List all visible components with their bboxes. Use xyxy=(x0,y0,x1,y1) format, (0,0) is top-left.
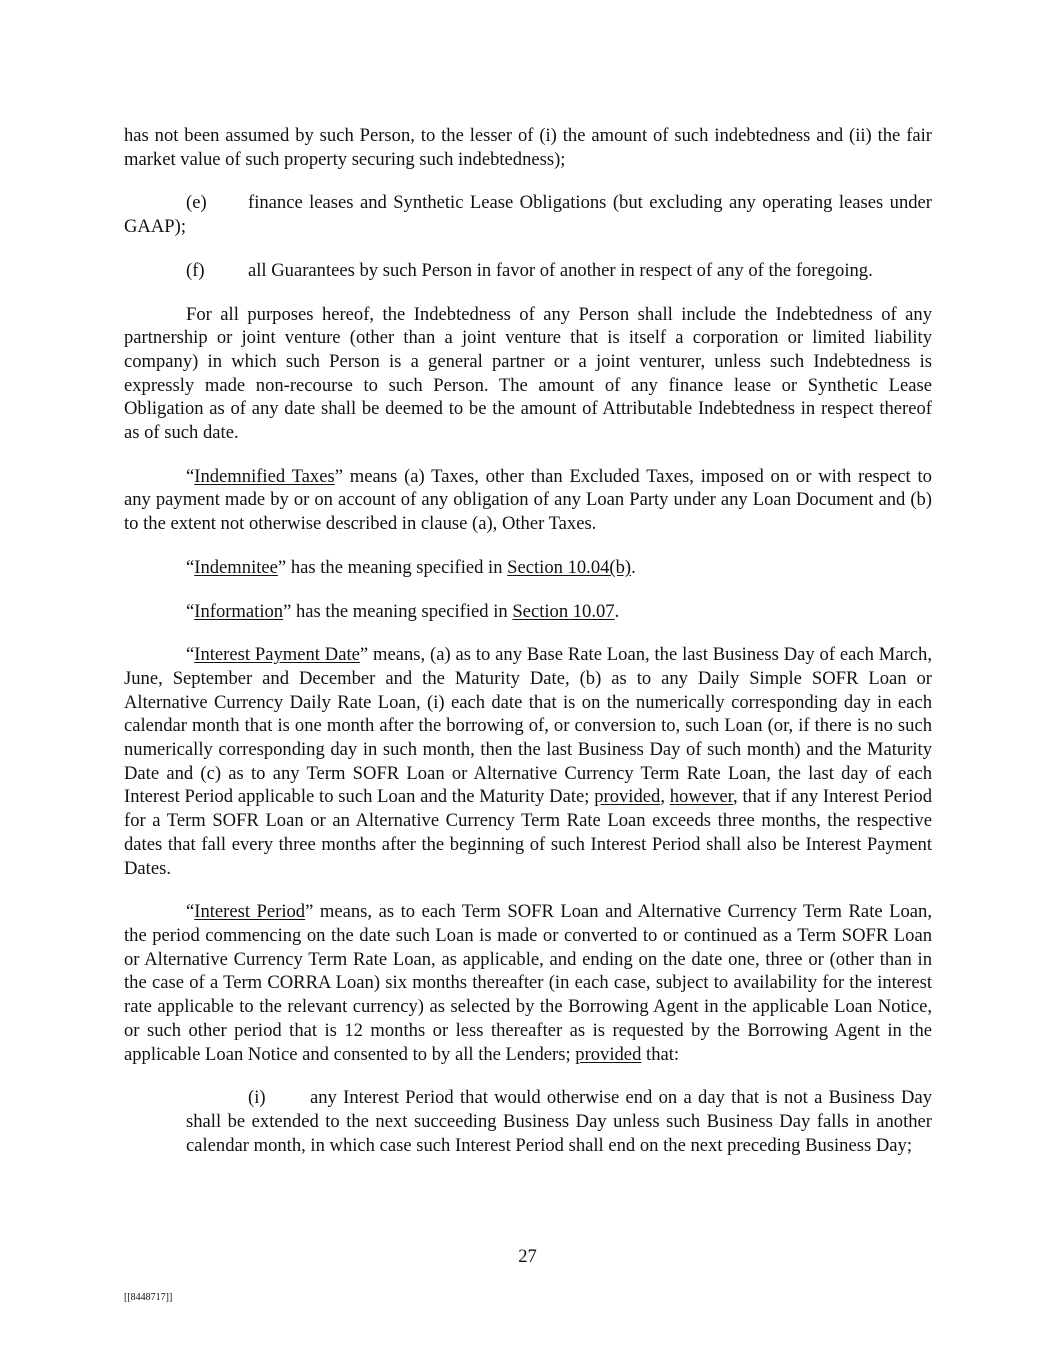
open-quote: “ xyxy=(186,644,195,666)
definition-text-cont: that: xyxy=(641,1043,680,1065)
definition-text: means, as to each Term SOFR Loan and Alternative Currency Term Rate Loan, the period commencing on the date such Loan is made or converted to or continued as a Term SOFR Loan or Alternative Currency Term Rate Loan, as applicable, and ending on the date one, three or (other than in the case of a Term CORRA Loan) six months thereafter (in each case, subject to availability for the interest rate applicable to the relevant currency) as selected by the Borrowing Agent in the applicable Loan Notice, or such other period that is 12 months or less thereafter as is requested by the Borrowing Agent in the applicable Loan Notice and consented to by all the Lenders; xyxy=(124,901,932,1065)
close-quote: ” xyxy=(334,465,343,487)
defined-term-indemnitee: Indemnitee xyxy=(194,556,278,578)
definition-indemnified-taxes xyxy=(124,465,932,536)
defined-term-indemnified-taxes: Indemnified Taxes xyxy=(194,465,335,487)
close-quote: ” xyxy=(283,600,292,622)
paragraph-all-purposes: For all purposes hereof, the Indebtedness of any Person shall include the Indebtedness of any partnership or joint venture (other than a joint venture that is itself a corporation or limited liability company) in which such Person is a general partner or a joint venturer, unless such Indebtedness is expressly made non-recourse to such Person. The amount of any finance lease or Synthetic Lease Obligation as of any date shall be deemed to be the amount of Attributable Indebtedness in respect thereof as of such date. xyxy=(124,303,932,444)
section-reference: Section 10.07 xyxy=(512,600,615,622)
clause-f-text: all Guarantees by such Person in favor of another in respect of any of the foregoing. xyxy=(248,259,873,281)
clause-f-label: (f) xyxy=(186,259,205,281)
document-body xyxy=(124,124,932,1157)
definition-indemnitee xyxy=(124,556,932,580)
clause-f xyxy=(124,259,932,283)
clause-e-text: finance leases and Synthetic Lease Obligations (but excluding any operating leases under GAAP); xyxy=(124,192,932,238)
defined-term-information: Information xyxy=(194,600,284,622)
page-number: 27 xyxy=(518,1246,537,1267)
comma: , xyxy=(660,786,670,808)
definition-text: has the meaning specified in xyxy=(291,600,513,622)
close-quote: ” xyxy=(277,556,287,578)
subclause-i-label: (i) xyxy=(248,1087,266,1109)
provided-term: provided xyxy=(594,786,661,808)
document-id: [[8448717]] xyxy=(124,1292,173,1303)
definition-text: means (a) Taxes, other than Excluded Taxes, imposed on or with respect to any payment made by or on account of any obligation of any Loan Party under any Loan Document and (b) to the extent not otherwise described in clause (a), Other Taxes. xyxy=(124,465,932,535)
paragraph-continuation: has not been assumed by such Person, to the lesser of (i) the amount of such indebtedness and (ii) the fair market value of such property securing such indebtedness); xyxy=(124,125,932,170)
definition-information xyxy=(124,600,932,624)
definition-text-cont: , that if any Interest Period for a Term SOFR Loan or an Alternative Currency Term Rate Loan exceeds three months, the respective dates that fall every three months after the beginning of such Interest Period shall also be Interest Payment Dates. xyxy=(124,786,932,879)
definition-text: has the meaning specified in xyxy=(286,556,508,578)
subclause-i xyxy=(186,1086,932,1157)
subclause-i-text: any Interest Period that would otherwise end on a day that is not a Business Day shall be extended to the next succeeding Business Day unless such Business Day falls in another calendar month, in which case such Interest Period shall end on the next preceding Business Day; xyxy=(186,1087,932,1156)
definition-interest-payment-date xyxy=(124,643,932,880)
clause-e xyxy=(124,191,932,238)
open-quote: “ xyxy=(186,556,195,578)
section-reference: Section 10.04(b) xyxy=(507,556,632,578)
open-quote: “ xyxy=(186,901,195,923)
close-quote: ” xyxy=(359,644,369,666)
period: . xyxy=(614,600,620,622)
definition-interest-period xyxy=(124,900,932,1066)
close-quote: ” xyxy=(305,901,314,923)
defined-term-interest-period: Interest Period xyxy=(194,901,306,923)
however-term: however xyxy=(669,786,734,808)
period: . xyxy=(631,556,636,578)
definition-text: means, (a) as to any Base Rate Loan, the last Business Day of each March, June, September and December and the Maturity Date, (b) as to any Daily Simple SOFR Loan or Alternative Currency Daily Rate Loan, (i) each date that is on the numerically corresponding day in each calendar month that is one month after the borrowing of, or conversion to, such Loan (or, if there is no such numerically corresponding day in such month, then the last Business Day of such month) and the Maturity Date and (c) as to any Term SOFR Loan or Alternative Currency Term Rate Loan, the last day of each Interest Period applicable to such Loan and the Maturity Date; xyxy=(124,644,932,808)
provided-term: provided xyxy=(575,1043,642,1065)
defined-term-interest-payment-date: Interest Payment Date xyxy=(194,644,360,666)
clause-e-label: (e) xyxy=(186,192,207,214)
open-quote: “ xyxy=(186,465,195,487)
subclause-i-body xyxy=(186,1086,932,1157)
open-quote: “ xyxy=(186,600,195,622)
